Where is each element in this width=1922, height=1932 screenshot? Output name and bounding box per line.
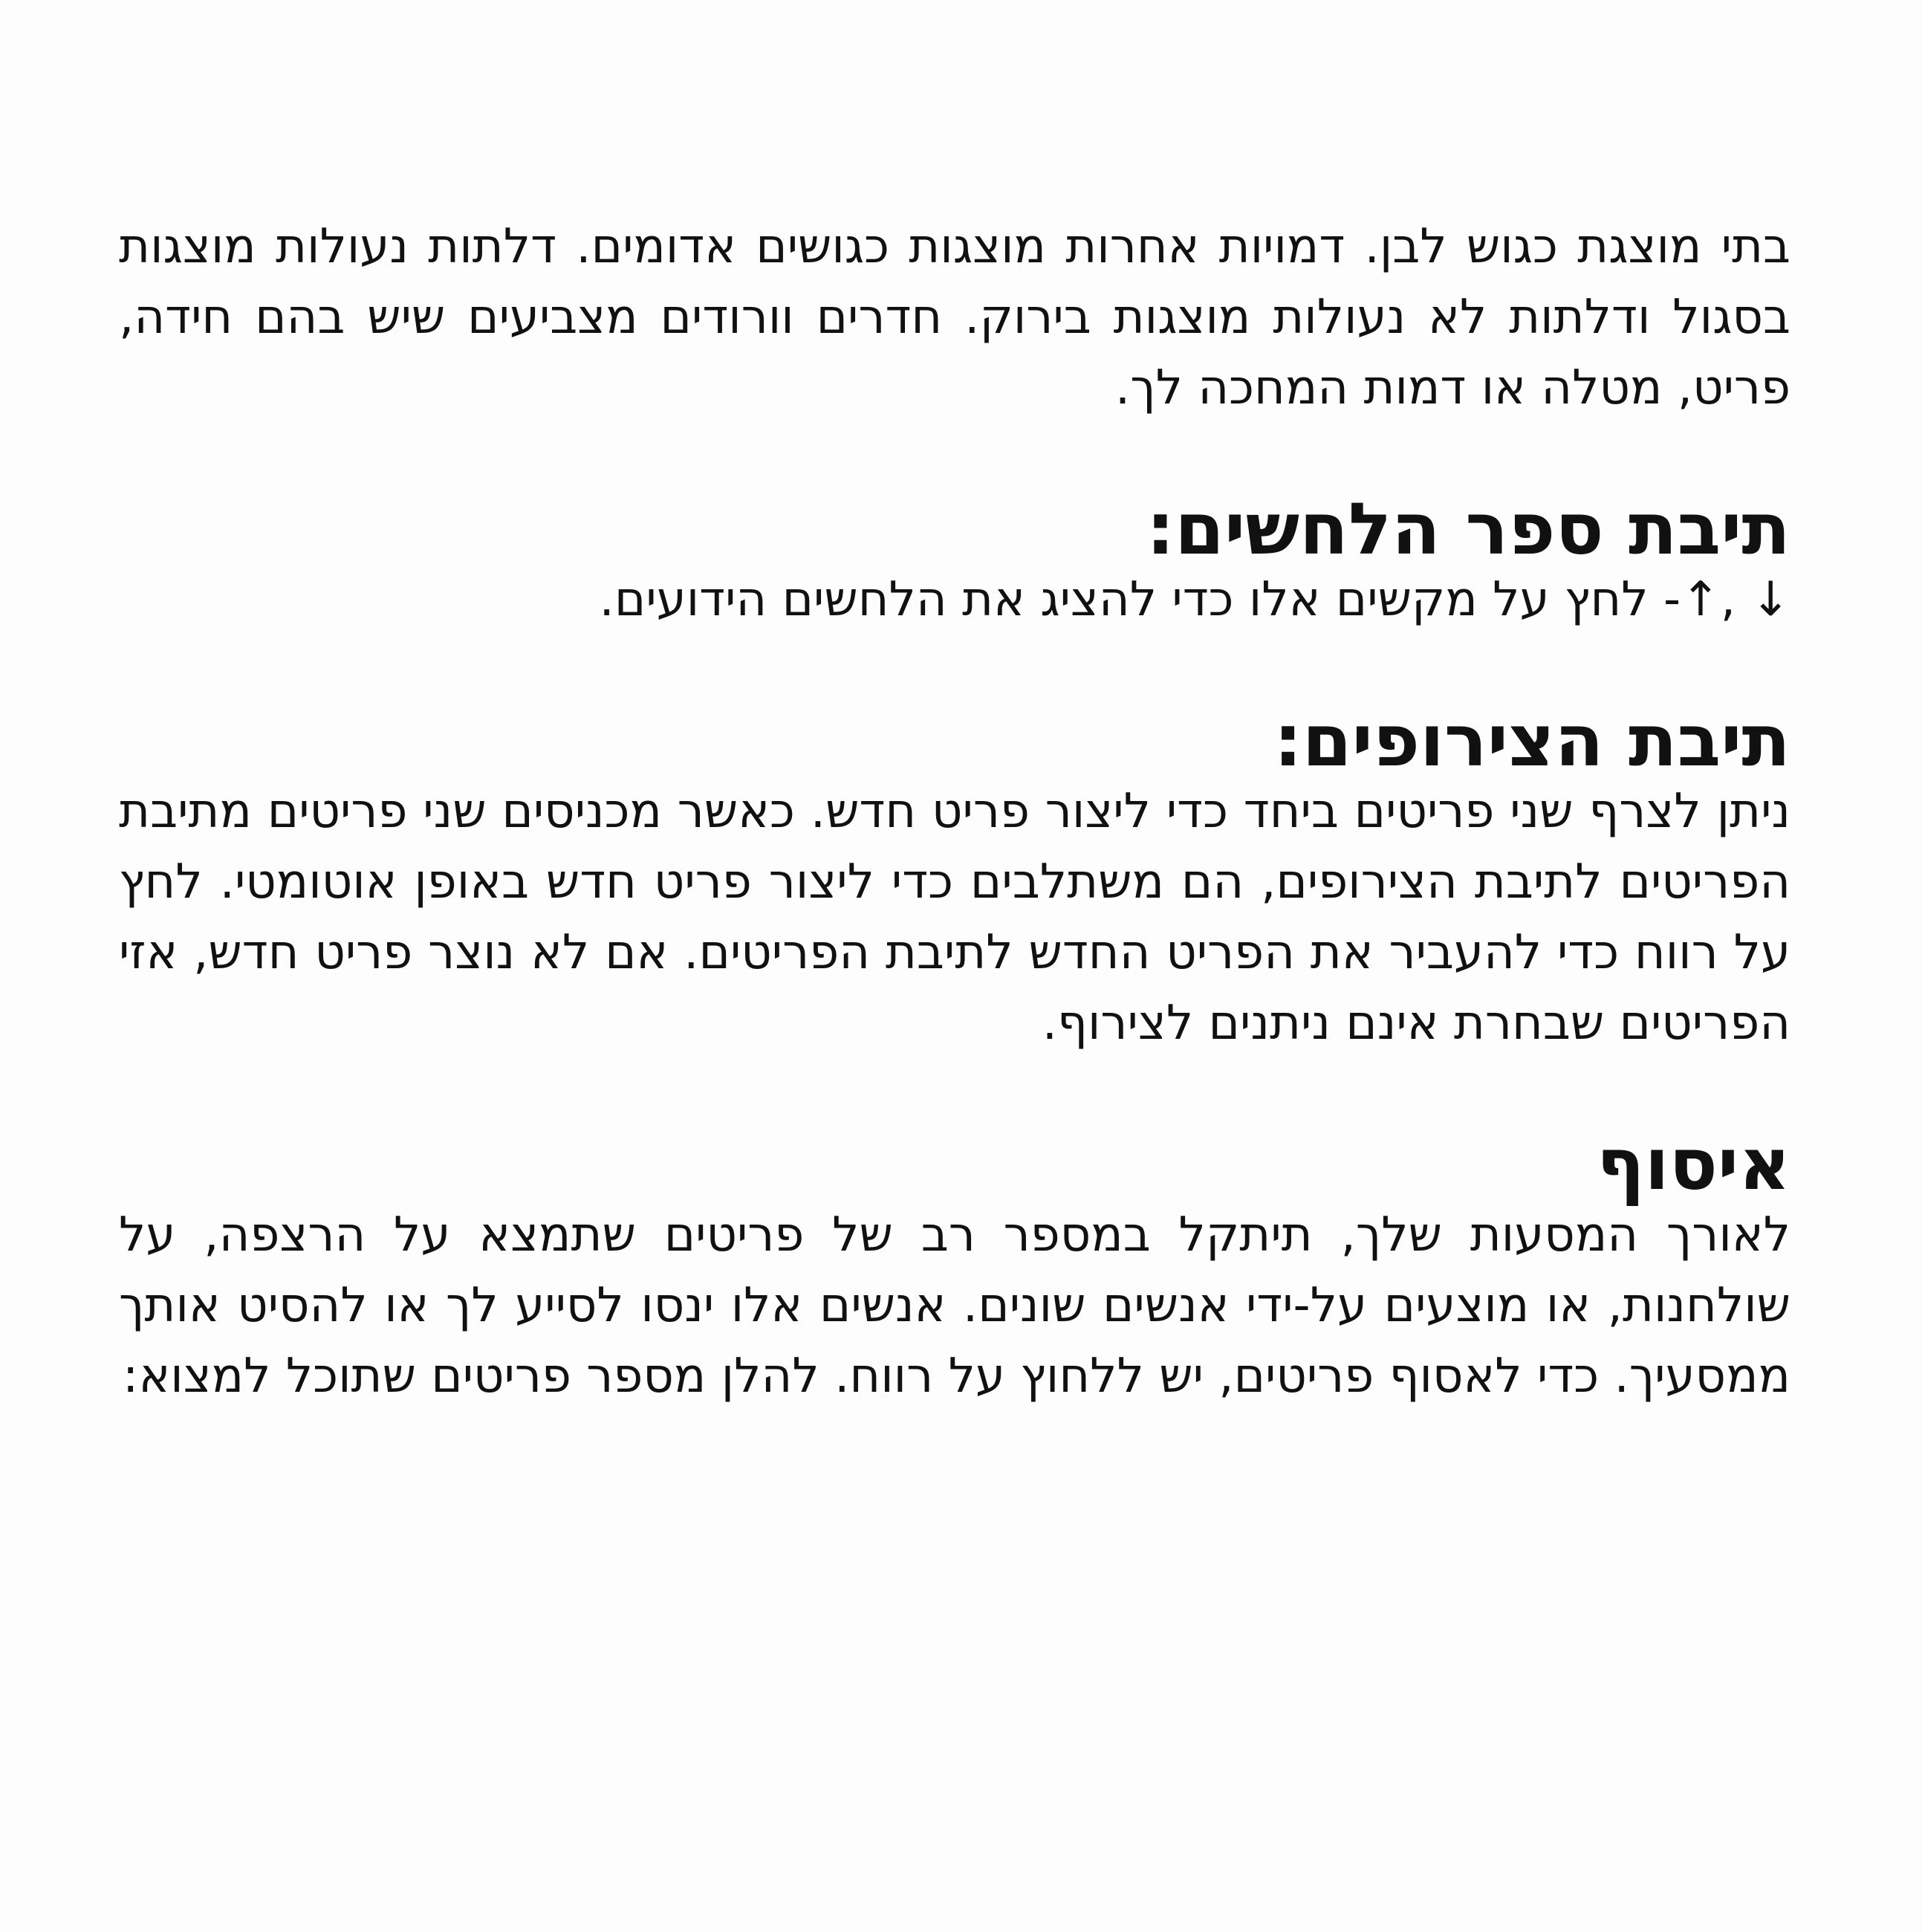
whisper-box-paragraph [119,565,1790,635]
arrow-keys-icon: ↑, ↓ [1681,572,1790,627]
collect-heading: איסוף [1596,1123,1790,1206]
combo-box-paragraph: ניתן לצרף שני פריטים ביחד כדי ליצור פריט חדש. כאשר מכניסים שני פריטים מתיבת הפריטים לתיבת הצירופים, הם משתלבים כדי ליצור פריט חדש באופן אוטומטי. לחץ על רווח כדי להעביר את הפריט החדש לתיבת הפריטים. אם לא נוצר פריט חדש, אזי הפריטים שבחרת אינם ניתנים לצירוף. [119,784,1790,1051]
combo-box-heading: תיבת הצירופים: [1273,699,1790,782]
collect-paragraph: לאורך המסעות שלך, תיתקל במספר רב של פריטים שתמצא על הרצפה, על שולחנות, או מוצעים על-ידי אנשים שונים. אנשים אלו ינסו לסייע לך או להסיט אותך ממסעיך. כדי לאסוף פריטים, יש ללחוץ על רווח. להלן מספר פריטים שתוכל למצוא: [119,1208,1790,1404]
intro-paragraph: בתי מוצגת כגוש לבן. דמויות אחרות מוצגות כגושים אדומים. דלתות נעולות מוצגות בסגול ודלתות לא נעולות מוצגות בירוק. חדרים וורודים מצביעים שיש בהם חידה, פריט, מטלה או דמות המחכה לך. [119,219,1790,415]
manual-page [119,212,1790,1412]
whisper-box-text: - לחץ על מקשים אלו כדי להציג את הלחשים הידועים. [599,572,1681,627]
whisper-box-heading: תיבת ספר הלחשים: [1146,487,1790,571]
